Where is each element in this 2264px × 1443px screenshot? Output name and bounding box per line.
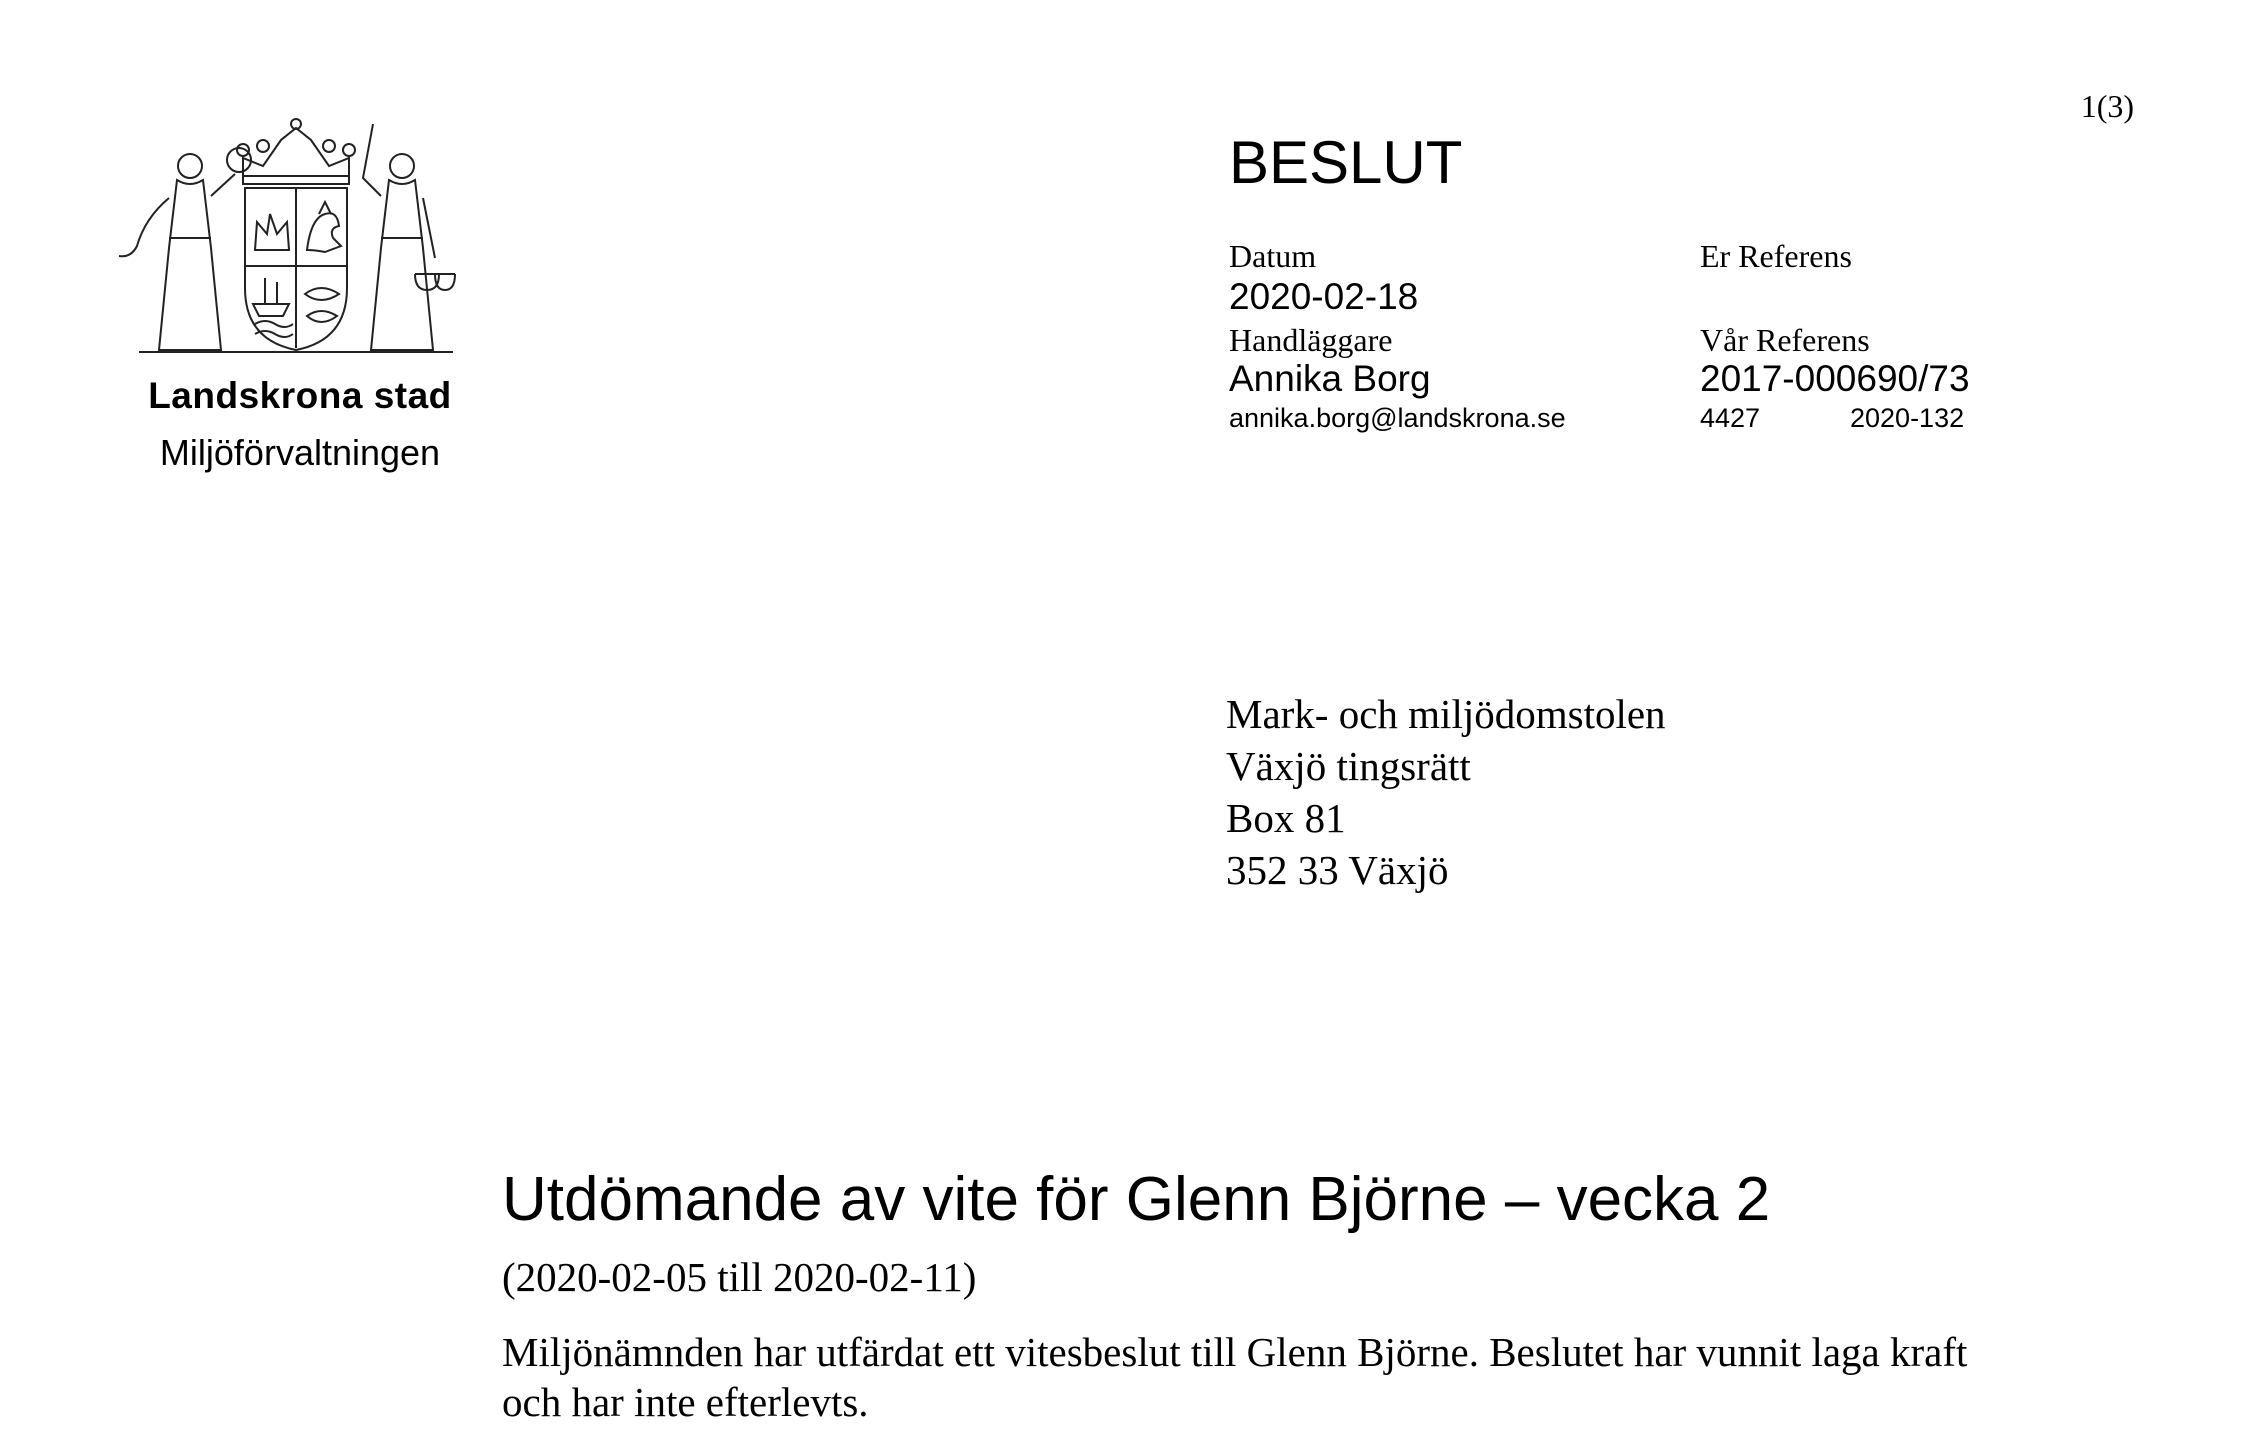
document-type: BESLUT (1229, 129, 1463, 196)
date-label: Datum (1229, 238, 1317, 274)
case-officer-email: annika.borg@landskrona.se (1229, 403, 1566, 433)
document-title: Utdömande av vite för Glenn Björne – vecka 2 (502, 1165, 1771, 1234)
recipient-address-line: Växjö tingsrätt (1226, 743, 1471, 789)
organization-department: Miljöförvaltningen (159, 432, 441, 473)
coat-of-arms-icon (115, 118, 477, 368)
our-reference-code: 2020-132 (1850, 403, 1965, 433)
recipient-address-line: Box 81 (1226, 795, 1346, 841)
document-subtitle: (2020-02-05 till 2020-02-11) (502, 1254, 977, 1300)
case-officer-label: Handläggare (1229, 322, 1393, 358)
recipient-address-line: Mark- och miljödomstolen (1226, 691, 1666, 737)
date-value: 2020-02-18 (1229, 276, 1419, 317)
our-reference-label: Vår Referens (1700, 322, 1870, 358)
recipient-address-line: 352 33 Växjö (1226, 847, 1449, 893)
body-paragraph: Miljönämnden har utfärdat ett vitesbeslut till Glenn Björne. Beslutet har vunnit laga kraft och har inte efterlevts. (502, 1329, 1968, 1425)
our-reference-value: 2017-000690/73 (1700, 358, 1970, 399)
organization-name: Landskrona stad (148, 375, 452, 416)
our-reference-code: 4427 (1700, 403, 1761, 433)
your-reference-label: Er Referens (1700, 238, 1852, 274)
page-number: 1(3) (2080, 88, 2134, 124)
case-officer-name: Annika Borg (1229, 358, 1431, 399)
